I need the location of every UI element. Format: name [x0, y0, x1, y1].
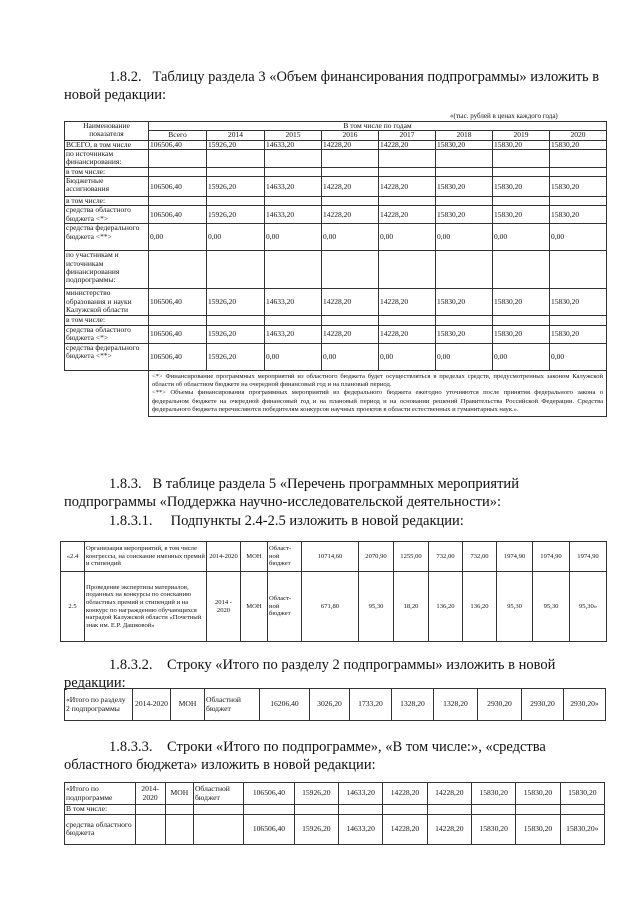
header-year: 2016	[322, 131, 379, 140]
cell: 14228,20	[427, 814, 471, 844]
cell: 1328,20	[392, 689, 434, 721]
cell: 15830,20	[493, 177, 550, 197]
cell: 1733,20	[350, 689, 392, 721]
cell: 14228,20	[322, 177, 379, 197]
cell: 16206,40	[260, 689, 310, 721]
table-row	[65, 814, 605, 844]
cell: 2930,20	[522, 689, 564, 721]
cell: 15830,20	[436, 289, 493, 316]
cell: 732,00	[429, 542, 463, 572]
subprogram-total-table	[64, 782, 605, 845]
header-years-title: В том числе по годам	[149, 122, 607, 131]
cell: 106506,40	[149, 325, 207, 343]
cell: 15926,20	[294, 783, 338, 805]
cell: 3026,20	[310, 689, 350, 721]
section-text: Строку «Итого по разделу 2 подпрограммы» изложить в новой редакции:	[64, 657, 556, 691]
table-row	[65, 140, 607, 149]
footnote-2: <**> Объемы финансирования программных мероприятий из федерального бюджета ежегодно уточняются после принятия федерального закона о федеральном бюджете на очередной финансовый год и на плановый период и на основании решений Правительства Российской Федерации. Средства федерального бюджета перечисляются победителям конкурсов научных проектов в области естественных и гуманитарных наук.».	[152, 389, 604, 413]
executor: МОН	[241, 572, 268, 642]
cell: 15830,20	[436, 177, 493, 197]
cell: 14228,20	[379, 140, 436, 149]
cell: 95,30»	[570, 572, 607, 642]
cell: 2930,20	[478, 689, 522, 721]
section-1-8-2	[64, 68, 604, 104]
row-label: в том числе:	[65, 197, 149, 206]
row-label: в том числе:	[65, 316, 149, 325]
row-label: в том числе:	[65, 167, 149, 176]
cell: 15830,20	[550, 289, 607, 316]
cell: 14228,20	[379, 325, 436, 343]
cell: 0,00	[550, 343, 607, 370]
cell: 15926,20	[207, 289, 265, 316]
row-label: средства федерального бюджета <**>	[65, 224, 149, 251]
executor: МОН	[171, 689, 205, 721]
section-1-8-3	[64, 475, 604, 511]
executor: МОН	[165, 783, 193, 805]
header-name: Наименование показателя	[65, 122, 149, 141]
period: 2014-2020	[133, 689, 171, 721]
table-row	[65, 343, 607, 370]
row-label: по источникам финансирования:	[65, 149, 149, 167]
cell: 0,00	[550, 224, 607, 251]
row-label: средства областного бюджета <*>	[65, 206, 149, 224]
cell: 15830,20	[436, 325, 493, 343]
cell: 15830,20	[436, 140, 493, 149]
cell: 0,00	[322, 224, 379, 251]
measures-table	[60, 541, 607, 642]
section-text: Строки «Итого по подпрограмме», «В том числе:», «средства областного бюджета» изложить в новой редакции:	[64, 739, 546, 773]
cell: 15830,20	[493, 140, 550, 149]
cell: 15830,20	[560, 783, 604, 805]
cell: 1974,90	[533, 542, 570, 572]
row-label: Бюджетные ассигнования	[65, 177, 149, 197]
cell: 0,00	[493, 343, 550, 370]
table-row	[65, 177, 607, 197]
cell: 95,30	[359, 572, 394, 642]
unit-note: «(тыс. рублей в ценах каждого года)	[450, 112, 558, 120]
footnote-1: <*> Финансирование программных мероприятий из областного бюджета будет осуществляться в пределах средств, предусмотренных законом Калужской области об областном бюджете на очередной финансовый год и на плановый период.	[152, 372, 604, 389]
cell: 106506,40	[244, 783, 294, 805]
funding-source: Област-ной бюджет	[268, 572, 302, 642]
row-label: министерство образования и науки Калужской области	[65, 289, 149, 316]
cell: 14633,20	[265, 177, 322, 197]
cell: 15830,20	[493, 289, 550, 316]
row-label: средства федерального бюджета <**>	[65, 343, 149, 370]
cell: 136,20	[429, 572, 463, 642]
footnotes	[149, 370, 607, 416]
section-number: 1.8.3.3.	[109, 739, 153, 755]
cell: 106506,40	[149, 343, 207, 370]
cell: 95,30	[497, 572, 533, 642]
cell: 15830,20	[471, 814, 515, 844]
cell: 15926,20	[207, 343, 265, 370]
section-1-8-3-2	[64, 656, 604, 692]
cell: 14228,20	[383, 783, 427, 805]
cell: 15830,20	[493, 325, 550, 343]
cell: 1974,90	[570, 542, 607, 572]
cell: 0,00	[265, 343, 322, 370]
row-label: средства областного бюджета <*>	[65, 325, 149, 343]
cell: 106506,40	[149, 177, 207, 197]
executor: МОН	[241, 542, 268, 572]
cell: 15830,20	[550, 206, 607, 224]
section2-total-table	[64, 688, 606, 721]
cell: 14633,20	[338, 783, 382, 805]
row-label: по участникам и источникам финансирования подпрограммы:	[65, 251, 149, 289]
header-year: 2020	[550, 131, 607, 140]
cell: 1255,00	[394, 542, 429, 572]
cell: 0,00	[436, 343, 493, 370]
cell: 15830,20	[550, 140, 607, 149]
table-row	[61, 542, 607, 572]
cell: 10714,60	[302, 542, 359, 572]
cell: 14633,20	[265, 325, 322, 343]
cell: 14633,20	[265, 206, 322, 224]
cell: 15830,20	[436, 206, 493, 224]
section-text: Таблицу раздела 3 «Объем финансирования подпрограммы» изложить в новой редакции:	[64, 69, 600, 103]
table-row	[65, 167, 607, 176]
cell: 18,20	[394, 572, 429, 642]
cell: 15830,20	[493, 206, 550, 224]
cell: 15830,20	[516, 783, 560, 805]
section-number: 1.8.3.2.	[109, 657, 153, 673]
cell: 15830,20	[471, 783, 515, 805]
cell: 2930,20»	[564, 689, 606, 721]
cell: 2070,90	[359, 542, 394, 572]
header-total: Всего	[149, 131, 207, 140]
table-row	[65, 783, 605, 805]
cell: 0,00	[207, 224, 265, 251]
cell: 14633,20	[265, 289, 322, 316]
section-text: В таблице раздела 5 «Перечень программных мероприятий подпрограммы «Поддержка научно-исследовательской деятельности»:	[64, 476, 519, 510]
funding-source: Област-ной бюджет	[268, 542, 302, 572]
cell: 0,00	[379, 224, 436, 251]
cell: 14633,20	[265, 140, 322, 149]
cell: 14228,20	[322, 206, 379, 224]
cell: 14633,20	[338, 814, 382, 844]
cell: 15926,20	[207, 206, 265, 224]
cell: 671,80	[302, 572, 359, 642]
funding-source: Областной бюджет	[205, 689, 260, 721]
table-row	[65, 689, 606, 721]
cell: 0,00	[149, 224, 207, 251]
header-year: 2015	[265, 131, 322, 140]
section-text: Подпункты 2.4-2.5 изложить в новой редакции:	[170, 513, 464, 529]
row-number: «2.4	[61, 542, 85, 572]
cell: 14228,20	[427, 783, 471, 805]
cell: 106506,40	[244, 814, 294, 844]
cell: 106506,40	[149, 140, 207, 149]
cell: 15830,20»	[560, 814, 604, 844]
cell: 15830,20	[550, 177, 607, 197]
cell: 106506,40	[149, 206, 207, 224]
table-row	[65, 206, 607, 224]
table-header-row	[65, 122, 607, 131]
row-label: ВСЕГО, в том числе	[65, 140, 149, 149]
table-row	[65, 805, 605, 815]
table-row	[61, 572, 607, 642]
cell: 0,00	[436, 224, 493, 251]
table-row	[65, 316, 607, 325]
period: 2014-2020	[135, 783, 165, 805]
cell: 15926,20	[207, 325, 265, 343]
section-1-8-3-1	[64, 512, 604, 530]
cell: 15830,20	[550, 325, 607, 343]
period: 2014-2020	[207, 542, 241, 572]
table-row	[65, 149, 607, 167]
funding-source: Областной бюджет	[193, 783, 243, 805]
header-year: 2018	[436, 131, 493, 140]
cell: 14228,20	[322, 289, 379, 316]
section-number: 1.8.2.	[109, 69, 142, 85]
cell: 14228,20	[383, 814, 427, 844]
row-name: «Итого по подпрограмме	[65, 783, 136, 805]
cell: 15830,20	[516, 814, 560, 844]
cell: 15926,20	[294, 814, 338, 844]
section-number: 1.8.3.	[109, 476, 142, 492]
table-row	[65, 197, 607, 206]
cell: 0,00	[493, 224, 550, 251]
cell: 15926,20	[207, 140, 265, 149]
period: 2014 - 2020	[207, 572, 241, 642]
cell: 0,00	[379, 343, 436, 370]
section-1-8-3-3	[64, 738, 604, 774]
section-number: 1.8.3.1.	[109, 513, 153, 529]
cell: 732,00	[463, 542, 497, 572]
cell: 14228,20	[379, 206, 436, 224]
row-number: 2.5	[61, 572, 85, 642]
row-name: «Итого по разделу 2 подпрограммы	[65, 689, 133, 721]
measure-name: Проведение экспертизы материалов, поданных на конкурсы по соисканию областных премий и стипендий и на конкурс по награждению обучающихся наградой Калужской области «Почетный знак им. Е.Р. Дашковой»	[85, 572, 207, 642]
footnote-row	[65, 370, 607, 416]
cell: 1974,90	[497, 542, 533, 572]
cell: 14228,20	[322, 325, 379, 343]
measure-name: Организация мероприятий, в том числе конгрессы, на соискание именных премий и стипендий	[85, 542, 207, 572]
cell: 106506,40	[149, 289, 207, 316]
cell: 136,20	[463, 572, 497, 642]
cell: 14228,20	[322, 140, 379, 149]
cell: 0,00	[265, 224, 322, 251]
cell: 0,00	[322, 343, 379, 370]
table-row	[65, 289, 607, 316]
header-year: 2017	[379, 131, 436, 140]
table-row	[65, 224, 607, 251]
cell: 14228,20	[379, 177, 436, 197]
row-name: В том числе:	[65, 805, 136, 815]
row-name: средства областного бюджета	[65, 814, 136, 844]
header-year: 2014	[207, 131, 265, 140]
cell: 95,30	[533, 572, 570, 642]
financing-table	[64, 121, 607, 417]
cell: 15926,20	[207, 177, 265, 197]
cell: 1328,20	[434, 689, 478, 721]
table-row	[65, 325, 607, 343]
table-row	[65, 251, 607, 289]
header-year: 2019	[493, 131, 550, 140]
cell: 14228,20	[379, 289, 436, 316]
